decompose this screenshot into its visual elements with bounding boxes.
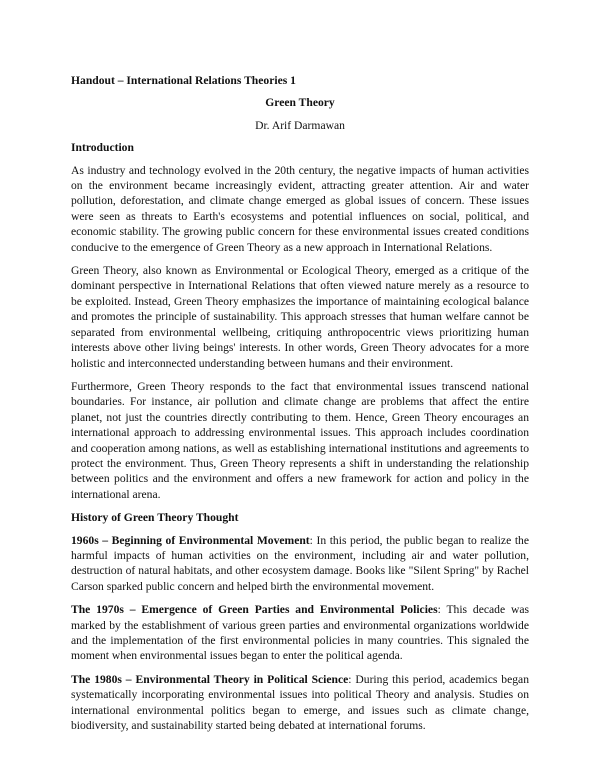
entry-text: : This decade was marked by the establishment of various green parties and environmental organizations worldwide and the implementation of the first environmental policies in many countries. This signaled the moment when environmental issues began to enter the political agenda. <box>71 603 529 663</box>
document-author: Dr. Arif Darmawan <box>255 118 345 132</box>
section-introduction <box>71 140 529 502</box>
section-heading-history: History of Green Theory Thought <box>71 511 239 525</box>
entry-lead: The 1970s – Emergence of Green Parties and Environmental Policies <box>71 603 438 617</box>
paragraph: Green Theory, also known as Environmental or Ecological Theory, emerged as a critique of the dominant perspective in International Relations that often viewed nature merely as a resource to be exploited. Instead, Green Theory emphasizes the importance of maintaining ecological balance and promotes the principle of sustainability. This approach stresses that human welfare cannot be separated from environmental wellbeing, critiquing anthropocentric views prioritizing human interests above other living beings' interests. In other words, Green Theory advocates for a more holistic and interconnected understanding between humans and their environment. <box>71 264 529 370</box>
section-history <box>71 510 529 733</box>
entry-lead: The 1980s – Environmental Theory in Political Science <box>71 672 349 686</box>
history-entry-1970s <box>71 602 529 664</box>
section-heading-introduction: Introduction <box>71 141 134 155</box>
entry-lead: 1960s – Beginning of Environmental Movement <box>71 533 310 547</box>
handout-header: Handout – International Relations Theories 1 <box>71 74 296 87</box>
paragraph: Furthermore, Green Theory responds to the fact that environmental issues transcend national boundaries. For instance, air pollution and climate change are problems that affect the entire planet, not just the countries directly contributing to them. Hence, Green Theory encourages an international approach to addressing environmental issues. This approach includes coordination and cooperation among nations, as well as establishing international institutions and agreements to protect the environment. Thus, Green Theory represents a shift in understanding the relationship between politics and the environment and offers a new framework for action and policy in the international arena. <box>71 379 529 501</box>
paragraph: As industry and technology evolved in the 20th century, the negative impacts of human activities on the environment became increasingly evident, attracting greater attention. Air and water pollution, deforestation, and climate change emerged as global issues of concern. These issues were seen as threats to Earth's ecosystems and potential influences on social, political, and economic stability. The growing public concern for these environmental issues created conditions conducive to the emergence of Green Theory as a new approach in International Relations. <box>71 163 529 254</box>
history-entry-1960s <box>71 533 529 595</box>
entry-text: : In this period, the public began to realize the harmful impacts of human activities on the environment, including air and water pollution, destruction of natural habitats, and other ecosystem damage. Books like "Silent Spring" by Rachel Carson sparked public concern and helped birth the environmental movement. <box>71 533 529 593</box>
entry-text: : During this period, academics began systematically incorporating environmental issues into political Theory and analysis. Studies on international environmental politics began to emerge, and issues such as climate change, biodiversity, and sustainability started being debated at international forums. <box>71 672 529 733</box>
document-title: Green Theory <box>265 96 335 110</box>
history-entry-1980s <box>71 672 529 734</box>
document-page <box>71 73 529 741</box>
